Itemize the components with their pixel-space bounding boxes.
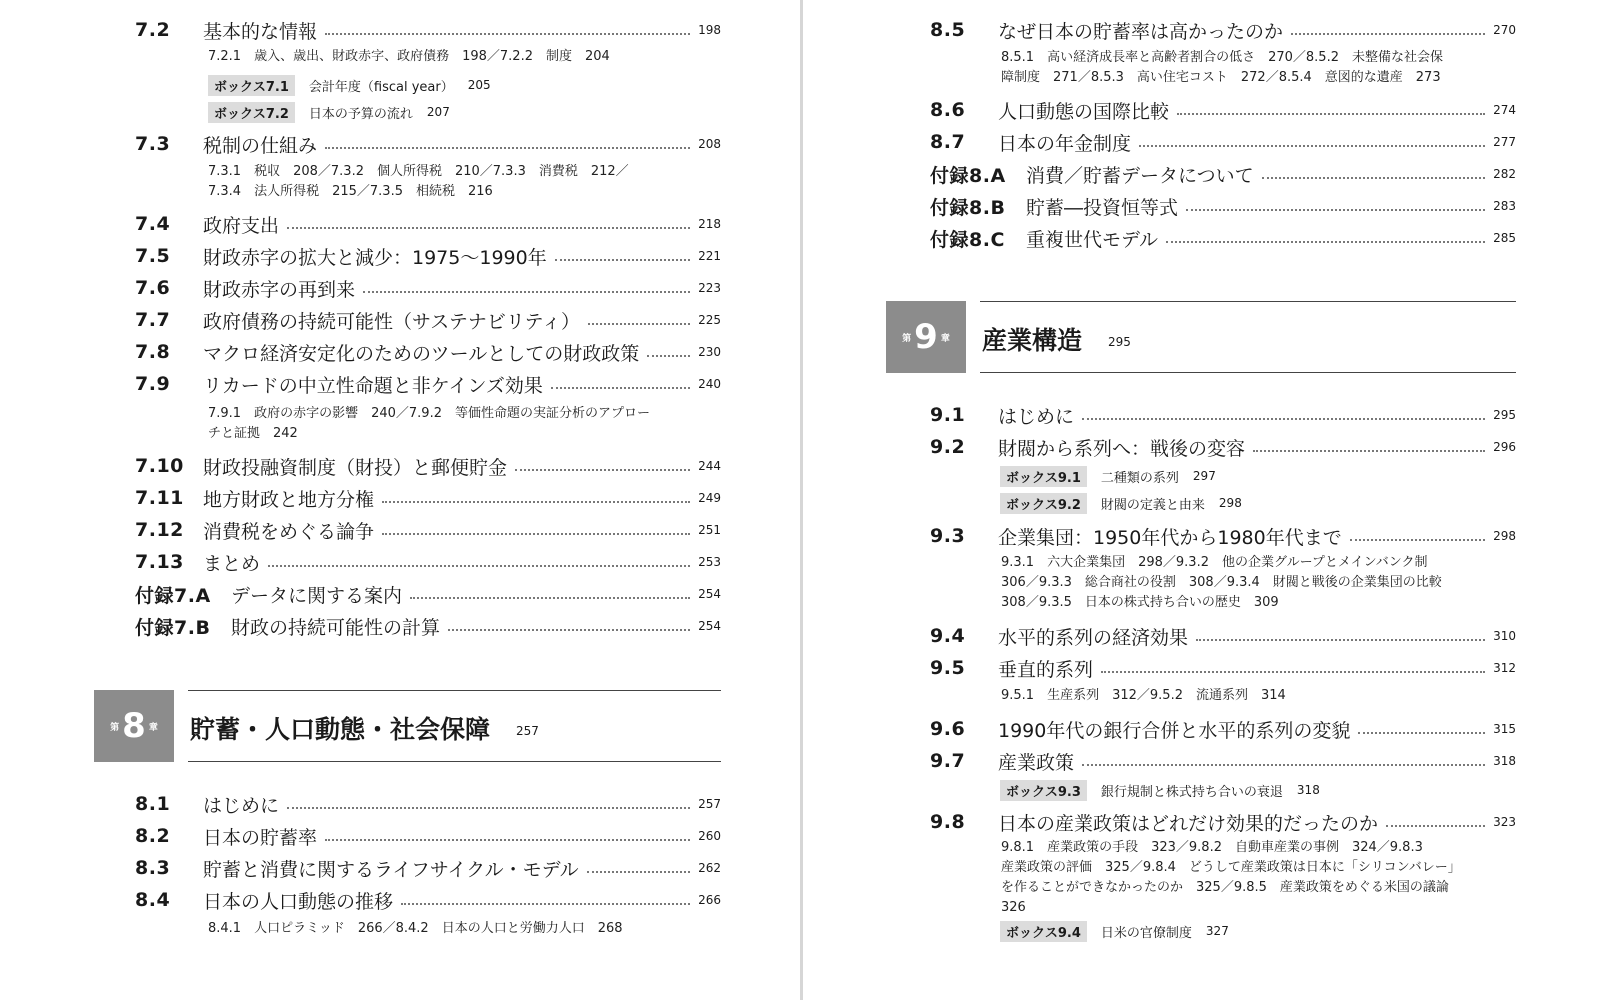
- chapter-title: 産業構造: [982, 326, 1083, 355]
- toc-box-entry[interactable]: [208, 101, 450, 123]
- leader-dots: [1082, 418, 1485, 420]
- subsection-line: を作ることができなかったのか 325／9.8.5 産業政策をめぐる米国の議論: [1001, 880, 1449, 895]
- section-title: 税制の仕組み: [203, 134, 318, 157]
- page-number: 225: [698, 313, 721, 327]
- right-page: [803, 0, 1603, 1000]
- page-number: 295: [1493, 408, 1516, 422]
- section-title: 財政投融資制度（財投）と郵便貯金: [203, 456, 508, 479]
- toc-entry[interactable]: [930, 622, 1516, 650]
- section-title: 消費税をめぐる論争: [203, 520, 375, 543]
- toc-entry[interactable]: [135, 516, 721, 544]
- toc-box-entry[interactable]: [1000, 920, 1229, 942]
- toc-entry[interactable]: [930, 160, 1516, 188]
- leader-dots: [1253, 450, 1485, 452]
- box-label: ボックス9.4: [1000, 921, 1087, 942]
- section-number: 7.7: [135, 309, 171, 331]
- subsection-list: [208, 47, 610, 67]
- leader-dots: [515, 469, 690, 471]
- page-number: 254: [698, 587, 721, 601]
- subsection-line: 9.3.1 六大企業集団 298／9.3.2 他の企業グループとメインバンク制: [1001, 555, 1428, 570]
- box-page: 297: [1192, 469, 1216, 483]
- chapter-page: 295: [1108, 335, 1131, 349]
- leader-dots: [1139, 145, 1485, 147]
- section-title: 貯蓄と消費に関するライフサイクル・モデル: [203, 858, 579, 881]
- section-title: はじめに: [998, 405, 1075, 428]
- subsection-line: 9.8.1 産業政策の手段 323／9.8.2 自動車産業の事例 324／9.8.3: [1001, 840, 1423, 855]
- chapter-number-box: [886, 301, 966, 373]
- leader-dots: [1186, 209, 1485, 211]
- chapter-page: 257: [516, 724, 539, 738]
- page-number: 283: [1493, 199, 1516, 213]
- page-number: 230: [698, 345, 721, 359]
- chapter-number-box: [94, 690, 174, 762]
- leader-dots: [555, 259, 690, 261]
- leader-dots: [551, 387, 690, 389]
- appendix-number: 付録8.C: [930, 228, 1005, 251]
- leader-dots: [401, 903, 690, 905]
- section-number: 7.2: [135, 19, 171, 41]
- section-title: マクロ経済安定化のためのツールとしての財政政策: [203, 342, 640, 365]
- page-number: 285: [1493, 231, 1516, 245]
- page-number: 315: [1493, 722, 1516, 736]
- appendix-number: 付録8.B: [930, 196, 1006, 219]
- subsection-line: 308／9.3.5 日本の株式持ち合いの歴史 309: [1001, 595, 1279, 610]
- subsection-list: [1001, 686, 1286, 706]
- toc-entry[interactable]: [135, 612, 721, 640]
- section-title: リカードの中立性命題と非ケインズ効果: [203, 374, 543, 397]
- page-number: 298: [1493, 529, 1516, 543]
- leader-dots: [588, 323, 690, 325]
- section-number: 9.6: [930, 718, 966, 740]
- toc-entry[interactable]: [135, 370, 721, 398]
- section-title: 産業政策: [998, 751, 1075, 774]
- box-label: ボックス9.3: [1000, 780, 1087, 801]
- section-title: 財閥から系列へ：戦後の変容: [998, 437, 1246, 460]
- toc-entry[interactable]: [930, 654, 1516, 682]
- section-number: 7.9: [135, 373, 171, 395]
- chapter-title-wrap: [190, 710, 539, 746]
- leader-dots: [325, 147, 690, 149]
- box-title: 二種類の系列: [1100, 470, 1179, 486]
- section-number: 7.10: [135, 455, 184, 477]
- subsection-list: [1001, 553, 1442, 613]
- chapter-rule-top: [980, 301, 1516, 302]
- chapter-title: 貯蓄・人口動態・社会保障: [190, 715, 491, 744]
- toc-box-entry[interactable]: [1000, 492, 1242, 514]
- leader-dots: [1262, 177, 1485, 179]
- section-title: 重複世代モデル: [1026, 228, 1159, 251]
- chapter-rule-bottom: [980, 372, 1516, 373]
- appendix-number: 付録8.A: [930, 164, 1006, 187]
- page-number: 270: [1493, 23, 1516, 37]
- page-number: 218: [698, 217, 721, 231]
- box-page: 205: [467, 78, 491, 92]
- appendix-number: 付録7.B: [135, 616, 211, 639]
- chapter-suffix: 章: [940, 333, 950, 344]
- section-number: 7.11: [135, 487, 184, 509]
- page-number: 223: [698, 281, 721, 295]
- toc-entry[interactable]: [135, 886, 721, 914]
- page-number: 282: [1493, 167, 1516, 181]
- leader-dots: [1166, 241, 1485, 243]
- leader-dots: [268, 565, 690, 567]
- toc-entry[interactable]: [930, 224, 1516, 252]
- subsection-line: 8.4.1 人口ピラミッド 266／8.4.2 日本の人口と労働力人口 268: [208, 921, 623, 936]
- section-number: 8.5: [930, 19, 966, 41]
- page-number: 296: [1493, 440, 1516, 454]
- page-number: 240: [698, 377, 721, 391]
- section-number: 9.7: [930, 750, 966, 772]
- section-number: 7.3: [135, 133, 171, 155]
- section-number: 7.5: [135, 245, 171, 267]
- subsection-line: 326: [1001, 900, 1026, 915]
- section-number: 7.4: [135, 213, 171, 235]
- leader-dots: [1291, 33, 1485, 35]
- section-number: 8.4: [135, 889, 171, 911]
- leader-dots: [325, 839, 690, 841]
- chapter-prefix: 第: [902, 333, 912, 344]
- page-number: 310: [1493, 629, 1516, 643]
- section-title: まとめ: [203, 552, 261, 575]
- leader-dots: [287, 227, 690, 229]
- toc-entry[interactable]: [930, 192, 1516, 220]
- chapter-suffix: 章: [148, 722, 158, 733]
- box-page: 327: [1205, 924, 1229, 938]
- toc-entry[interactable]: [135, 580, 721, 608]
- box-page: 318: [1296, 783, 1320, 797]
- section-number: 8.3: [135, 857, 171, 879]
- subsection-line: 7.9.1 政府の赤字の影響 240／7.9.2 等価性命題の実証分析のアプロー: [208, 406, 650, 421]
- section-title: 水平的系列の経済効果: [998, 626, 1189, 649]
- leader-dots: [1082, 764, 1485, 766]
- subsection-line: 障制度 271／8.5.3 高い住宅コスト 272／8.5.4 意図的な遺産 273: [1001, 70, 1441, 85]
- toc-box-entry[interactable]: [1000, 465, 1216, 487]
- subsection-line: 306／9.3.3 総合商社の役割 308／9.3.4 財閥と戦後の企業集団の比較: [1001, 575, 1442, 590]
- section-number: 8.6: [930, 99, 966, 121]
- page-number: 244: [698, 459, 721, 473]
- box-title: 銀行規制と株式持ち合いの衰退: [1100, 784, 1283, 800]
- subsection-list: [1001, 48, 1443, 88]
- section-number: 9.2: [930, 436, 966, 458]
- section-title: 政府債務の持続可能性（サステナビリティ）: [203, 310, 580, 333]
- section-number: 8.1: [135, 793, 171, 815]
- leader-dots: [448, 629, 690, 631]
- toc-entry[interactable]: [135, 210, 721, 238]
- section-title: 日本の年金制度: [998, 132, 1132, 155]
- section-number: 9.5: [930, 657, 966, 679]
- subsection-line: 7.3.4 法人所得税 215／7.3.5 相続税 216: [208, 184, 493, 199]
- page-number: 198: [698, 23, 721, 37]
- box-title: 日本の予算の流れ: [308, 106, 413, 122]
- leader-dots: [382, 501, 690, 503]
- section-title: データに関する案内: [231, 584, 403, 607]
- section-number: 7.8: [135, 341, 171, 363]
- leader-dots: [1177, 113, 1485, 115]
- toc-entry[interactable]: [135, 548, 721, 576]
- toc-box-entry[interactable]: [1000, 779, 1320, 801]
- toc-entry[interactable]: [930, 433, 1516, 461]
- toc-entry[interactable]: [930, 401, 1516, 429]
- section-title: 垂直的系列: [998, 658, 1094, 681]
- page-number: 249: [698, 491, 721, 505]
- page-number: 253: [698, 555, 721, 569]
- page-number: 257: [698, 797, 721, 811]
- toc-entry[interactable]: [930, 96, 1516, 124]
- subsection-line: 7.3.1 税収 208／7.3.2 個人所得税 210／7.3.3 消費税 212／: [208, 164, 629, 179]
- toc-entry[interactable]: [135, 338, 721, 366]
- chapter-number: 9: [914, 317, 938, 357]
- chapter-heading[interactable]: [886, 301, 1516, 373]
- page-number: 260: [698, 829, 721, 843]
- toc-entry[interactable]: [930, 808, 1516, 836]
- toc-entry[interactable]: [930, 128, 1516, 156]
- section-title: 地方財政と地方分権: [203, 488, 375, 511]
- section-title: 1990年代の銀行合併と水平的系列の変貌: [998, 719, 1351, 742]
- toc-entry[interactable]: [135, 16, 721, 44]
- page-number: 251: [698, 523, 721, 537]
- toc-entry[interactable]: [930, 522, 1516, 550]
- section-title: 財政赤字の拡大と減少：1975～1990年: [203, 246, 547, 269]
- chapter-rule-bottom: [188, 761, 721, 762]
- section-number: 9.1: [930, 404, 966, 426]
- subsection-line: 産業政策の評価 325／9.8.4 どうして産業政策は日本に「シリコンバレー」: [1001, 860, 1461, 875]
- box-page: 298: [1218, 496, 1242, 510]
- leader-dots: [1196, 639, 1485, 641]
- toc-entry[interactable]: [135, 306, 721, 334]
- toc-entry[interactable]: [135, 822, 721, 850]
- box-label: ボックス7.1: [208, 75, 295, 96]
- page-number: 221: [698, 249, 721, 263]
- leader-dots: [325, 33, 690, 35]
- page-number: 323: [1493, 815, 1516, 829]
- box-title: 日米の官僚制度: [1100, 925, 1192, 941]
- section-title: はじめに: [203, 794, 280, 817]
- leader-dots: [363, 291, 690, 293]
- section-title: 消費／貯蓄データについて: [1026, 164, 1254, 187]
- chapter-prefix: 第: [110, 722, 120, 733]
- section-title: 日本の産業政策はどれだけ効果的だったのか: [998, 812, 1379, 835]
- subsection-line: 7.2.1 歳入、歳出、財政赤字、政府債務 198／7.2.2 制度 204: [208, 49, 610, 64]
- page-number: 274: [1493, 103, 1516, 117]
- section-title: 財政赤字の再到来: [203, 278, 356, 301]
- page-number: 262: [698, 861, 721, 875]
- section-title: なぜ日本の貯蓄率は高かったのか: [998, 20, 1284, 43]
- toc-entry[interactable]: [930, 715, 1516, 743]
- section-title: 政府支出: [203, 214, 280, 237]
- section-number: 9.3: [930, 525, 966, 547]
- toc-entry[interactable]: [135, 452, 721, 480]
- box-title: 財閥の定義と由来: [1100, 497, 1205, 513]
- section-title: 企業集団：1950年代から1980年代まで: [998, 526, 1342, 549]
- toc-entry[interactable]: [135, 242, 721, 270]
- section-title: 人口動態の国際比較: [998, 100, 1170, 123]
- box-label: ボックス9.2: [1000, 493, 1087, 514]
- toc-entry[interactable]: [135, 130, 721, 158]
- leader-dots: [287, 807, 690, 809]
- leader-dots: [647, 355, 690, 357]
- page-number: 318: [1493, 754, 1516, 768]
- leader-dots: [382, 533, 690, 535]
- page-number: 277: [1493, 135, 1516, 149]
- section-title: 財政の持続可能性の計算: [231, 616, 441, 639]
- chapter-heading[interactable]: [94, 690, 721, 762]
- toc-entry[interactable]: [930, 16, 1516, 44]
- section-number: 8.2: [135, 825, 171, 847]
- section-number: 9.4: [930, 625, 966, 647]
- leader-dots: [1350, 539, 1485, 541]
- leader-dots: [1101, 671, 1485, 673]
- page-number: 266: [698, 893, 721, 907]
- toc-entry[interactable]: [135, 484, 721, 512]
- box-label: ボックス9.1: [1000, 466, 1087, 487]
- section-title: 日本の貯蓄率: [203, 826, 318, 849]
- toc-box-entry[interactable]: [208, 74, 491, 96]
- subsection-line: チと証拠 242: [208, 426, 298, 441]
- subsection-list: [208, 162, 629, 202]
- subsection-line: 8.5.1 高い経済成長率と高齢者割合の低さ 270／8.5.2 未整備な社会保: [1001, 50, 1443, 65]
- section-title: 日本の人口動態の推移: [203, 890, 394, 913]
- page-number: 208: [698, 137, 721, 151]
- box-label: ボックス7.2: [208, 102, 295, 123]
- leader-dots: [410, 597, 690, 599]
- leader-dots: [587, 871, 690, 873]
- subsection-list: [208, 404, 650, 444]
- subsection-list: [1001, 838, 1461, 918]
- appendix-number: 付録7.A: [135, 584, 211, 607]
- box-title: 会計年度（fiscal year）: [308, 79, 454, 95]
- section-title: 貯蓄―投資恒等式: [1026, 196, 1179, 219]
- section-number: 7.13: [135, 551, 184, 573]
- page-number: 312: [1493, 661, 1516, 675]
- subsection-list: [208, 919, 623, 939]
- chapter-number: 8: [122, 706, 146, 746]
- section-number: 7.6: [135, 277, 171, 299]
- toc-entry[interactable]: [135, 790, 721, 818]
- leader-dots: [1358, 732, 1485, 734]
- chapter-title-wrap: [982, 321, 1131, 357]
- section-number: 9.8: [930, 811, 966, 833]
- page-number: 254: [698, 619, 721, 633]
- toc-entry[interactable]: [135, 274, 721, 302]
- section-title: 基本的な情報: [203, 20, 318, 43]
- section-number: 7.12: [135, 519, 184, 541]
- box-page: 207: [426, 105, 450, 119]
- toc-entry[interactable]: [930, 747, 1516, 775]
- chapter-rule-top: [188, 690, 721, 691]
- section-number: 8.7: [930, 131, 966, 153]
- subsection-line: 9.5.1 生産系列 312／9.5.2 流通系列 314: [1001, 688, 1286, 703]
- toc-entry[interactable]: [135, 854, 721, 882]
- left-page: [0, 0, 800, 1000]
- leader-dots: [1386, 825, 1485, 827]
